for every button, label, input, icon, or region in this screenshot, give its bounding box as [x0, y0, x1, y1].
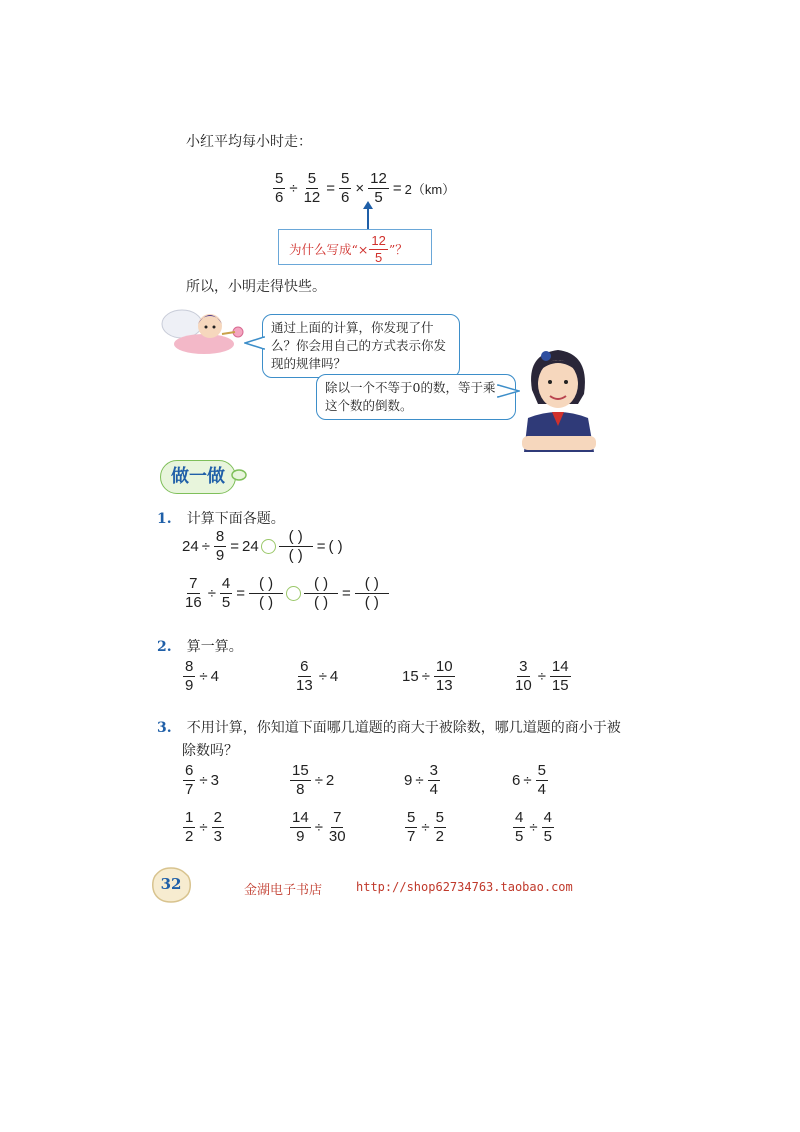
bubble-tail-right — [496, 384, 520, 398]
question-1-header: 1. 计算下面各题。 — [157, 511, 285, 527]
result-blank[interactable]: ( ) — [328, 537, 343, 555]
operator-circle-blank[interactable] — [261, 539, 276, 554]
fairy-girl-illustration — [160, 302, 246, 364]
fraction-5-12: $\frac{5}{12}$ — [303, 170, 321, 206]
question-2-header: 2. 算一算。 — [157, 639, 243, 655]
equation-result: 2（km） — [404, 181, 456, 197]
speech-bubble-right: 除以一个不等于0的数，等于乘这个数的倒数。 — [316, 374, 516, 420]
why-question-box: 为什么写成“× $\frac{12}{5}$ ”？ — [278, 229, 432, 265]
operator-circle-blank-2[interactable] — [286, 586, 301, 601]
q2-item-1: $\frac{8}{9}$ ÷ 4 — [185, 658, 219, 694]
q3-row2-item-3: $\frac{5}{7}$ ÷ $\frac{5}{2}$ — [407, 809, 444, 845]
blank-fraction-1[interactable]: $\frac{( )}{( )}$ — [249, 576, 283, 611]
fraction-12-5: $\frac{12}{5}$ — [370, 170, 387, 206]
q2-item-2: $\frac{6}{13}$ ÷ 4 — [296, 658, 339, 694]
fraction-5-6: $\frac{5}{6}$ — [275, 170, 284, 206]
q3-row1-item-3: 9 ÷ $\frac{3}{4}$ — [404, 762, 438, 798]
main-equation: $\frac{5}{6}$ ÷ $\frac{5}{12}$ = $\frac{5}{6}$ × $\frac{12}{5}$ = 2（km） — [275, 170, 456, 206]
girl-illustration — [518, 344, 600, 452]
bubble-tail-left — [244, 336, 266, 350]
fraction-8-9: $\frac{8}{9}$ — [215, 528, 225, 564]
shop-url-link[interactable]: http://shop62734763.taobao.com — [356, 880, 573, 894]
fraction-5-6-b: $\frac{5}{6}$ — [341, 170, 350, 206]
question-3-header: 3. 不用计算，你知道下面哪几道题的商大于被除数，哪几道题的商小于被 除数吗？ — [157, 720, 621, 759]
speech-bubble-left: 通过上面的计算，你发现了什么？你会用自己的方式表示你发现的规律吗？ — [262, 314, 460, 378]
q1-line1: 24 ÷ $\frac{8}{9}$ = 24 $\frac{( )}{( )}$ = ( ) — [182, 528, 343, 564]
q3-row1-item-4: 6 ÷ $\frac{5}{4}$ — [512, 762, 546, 798]
page-number: 32 — [160, 875, 182, 893]
fraction-12-5-red: $\frac{12}{5}$ — [371, 233, 386, 265]
blank-fraction-3[interactable]: $\frac{( )}{( )}$ — [355, 576, 389, 611]
shop-name: 金湖电子书店 — [244, 883, 323, 898]
q3-row2-item-1: $\frac{1}{2}$ ÷ $\frac{2}{3}$ — [185, 809, 222, 845]
q3-row2-item-4: $\frac{4}{5}$ ÷ $\frac{4}{5}$ — [515, 809, 552, 845]
badge-leaf-icon — [230, 466, 248, 484]
q2-item-4: $\frac{3}{10}$ ÷ $\frac{14}{15}$ — [515, 658, 569, 694]
intro-text: 小红平均每小时走： — [186, 134, 312, 150]
q3-row1-item-2: $\frac{15}{8}$ ÷ 2 — [292, 762, 335, 798]
q3-row1-item-1: $\frac{6}{7}$ ÷ 3 — [185, 762, 219, 798]
fraction-7-16: $\frac{7}{16}$ — [185, 575, 202, 611]
fraction-4-5: $\frac{4}{5}$ — [221, 575, 231, 611]
blank-fraction[interactable]: $\frac{( )}{( )}$ — [279, 529, 313, 564]
q2-item-3: 15 ÷ $\frac{10}{13}$ — [402, 658, 453, 694]
q3-row2-item-2: $\frac{14}{9}$ ÷ $\frac{7}{30}$ — [292, 809, 346, 845]
blank-fraction-2[interactable]: $\frac{( )}{( )}$ — [304, 576, 338, 611]
section-badge-zuo-yi-zuo: 做一做 — [160, 460, 236, 494]
q1-line2: $\frac{7}{16}$ ÷ $\frac{4}{5}$ = $\frac{( )}{( )}$ $\frac{( )}{( )}$ = $\frac{( )}{( )}$ — [182, 576, 390, 611]
conclusion-text: 所以，小明走得快些。 — [186, 279, 326, 295]
